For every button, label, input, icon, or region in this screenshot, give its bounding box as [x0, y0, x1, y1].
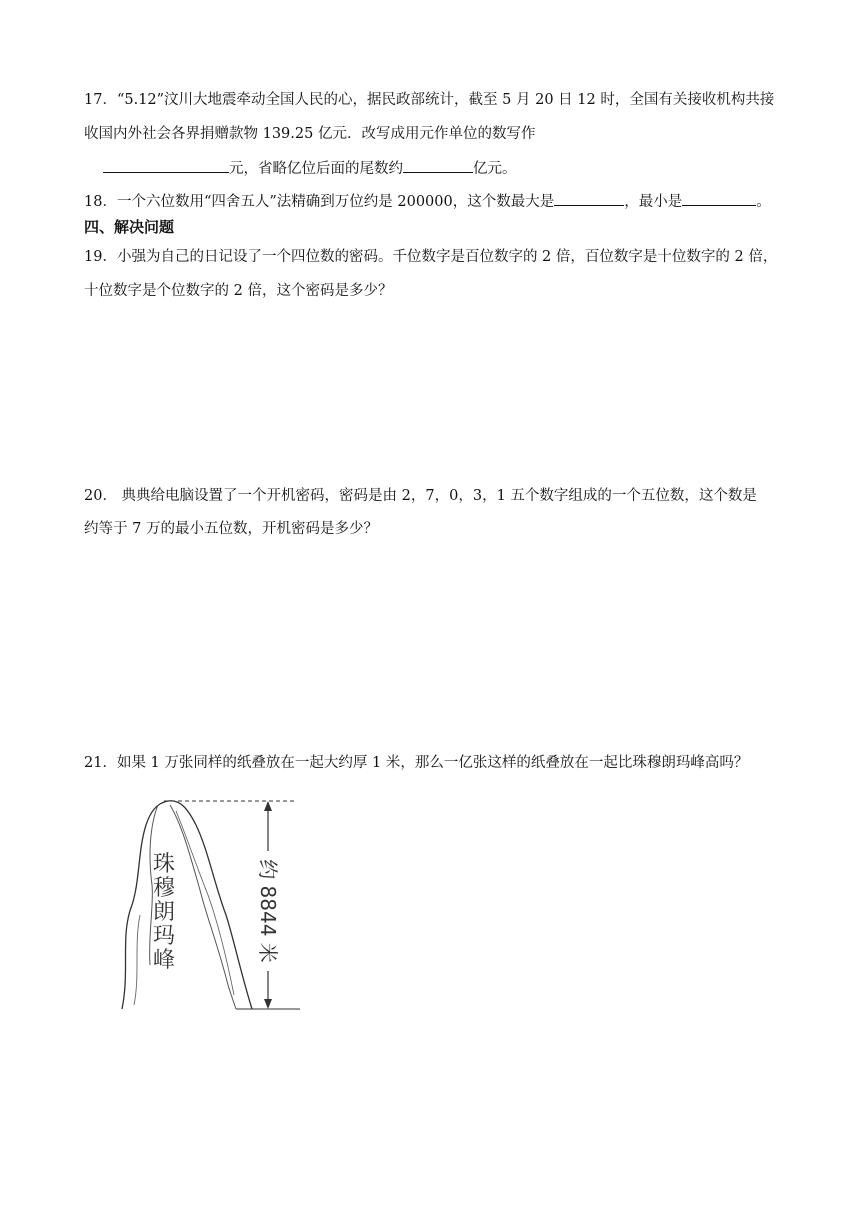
q20-line-1: 20． 典典给电脑设置了一个开机密码，密码是由 2，7，0，3，1 五个数字组成的一个五位数，这个数是 — [84, 488, 757, 504]
answer-blank-yuan[interactable] — [103, 158, 229, 173]
height-label: 约 8844 米 — [256, 859, 280, 963]
q18-text-a: 18．一个六位数用“四舍五人”法精确到万位约是 200000，这个数最大是 — [84, 194, 555, 210]
q17-line-1: 17．“5.12”汶川大地震牵动全国人民的心，据民政部统计，截至 5 月 20 日 12 时，全国有关接收机构共接 — [84, 92, 775, 108]
everest-figure — [110, 795, 310, 1017]
answer-blank-max[interactable] — [554, 191, 624, 206]
q18-text-c: 。 — [756, 194, 771, 210]
answer-blank-min[interactable] — [682, 191, 756, 206]
height-label-box — [244, 851, 292, 971]
q17-line-3 — [103, 158, 517, 179]
mountain-name-label: 珠穆朗玛峰 — [152, 852, 175, 973]
q17-text-yiyuan: 亿元。 — [473, 161, 517, 177]
q18-text-b: ，最小是 — [624, 194, 683, 210]
answer-blank-yiyuan[interactable] — [403, 158, 473, 173]
q18-line — [84, 191, 771, 212]
q20-line-2: 约等于 7 万的最小五位数，开机密码是多少？ — [84, 521, 378, 537]
q19-line-2: 十位数字是个位数字的 2 倍，这个密码是多少？ — [84, 283, 393, 299]
q19-line-1: 19．小强为自己的日记设了一个四位数的密码。千位数字是百位数字的 2 倍，百位数字是十位数字的 2 倍， — [84, 249, 778, 265]
q17-line-2: 收国内外社会各界捐赠款物 139.25 亿元．改写成用元作单位的数写作 — [84, 126, 536, 142]
q17-text-yuan: 元，省略亿位后面的尾数约 — [229, 161, 403, 177]
section-heading: 四、解决问题 — [84, 218, 175, 236]
q21-line-1: 21．如果 1 万张同样的纸叠放在一起大约厚 1 米，那么一亿张这样的纸叠放在一起比珠穆朗玛峰高吗？ — [84, 755, 749, 771]
